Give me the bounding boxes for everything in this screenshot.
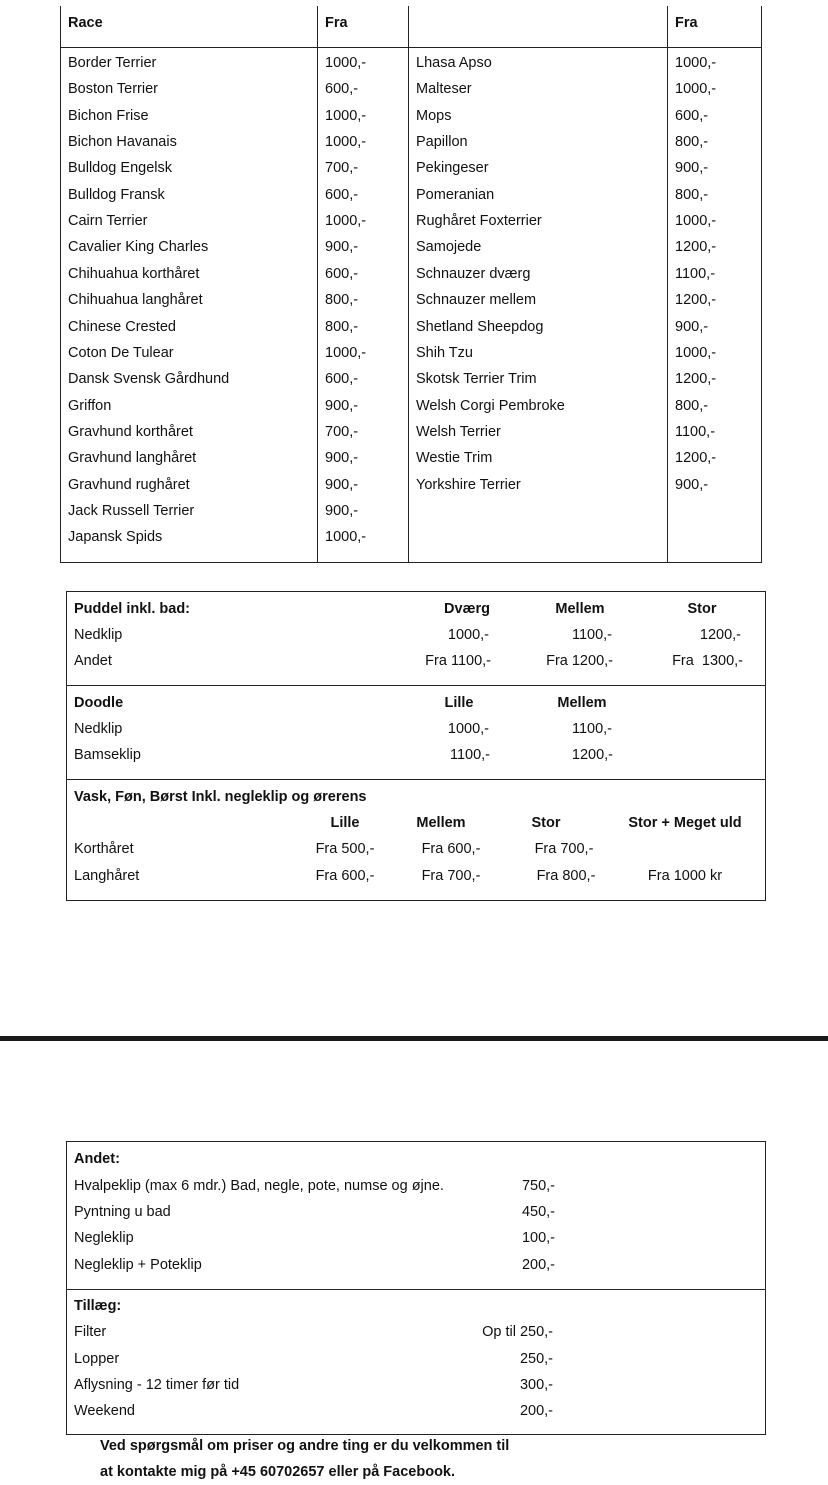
grooming-price-box bbox=[66, 591, 766, 901]
breed-price: 700,- bbox=[325, 160, 359, 177]
tillaeg-price: Op til 250,- bbox=[482, 1324, 553, 1340]
breed-name: Japansk Spids bbox=[68, 529, 163, 546]
andet-row-label: Negleklip bbox=[74, 1230, 134, 1246]
tillaeg-row-label: Weekend bbox=[74, 1403, 135, 1419]
breed-name: Pomeranian bbox=[416, 186, 495, 203]
tillaeg-row-label: Aflysning - 12 timer før tid bbox=[74, 1377, 240, 1393]
breed-name: Gravhund korthåret bbox=[68, 423, 193, 440]
doodle-col-lille: Lille bbox=[444, 695, 474, 711]
andet-row-label: Negleklip + Poteklip bbox=[74, 1257, 202, 1273]
breed-name: Malteser bbox=[416, 81, 472, 98]
breed-name: Westie Trim bbox=[416, 450, 493, 467]
footer-contact-line-1: Ved spørgsmål om priser og andre ting er du velkommen til bbox=[100, 1438, 510, 1454]
breed-price: 1000,- bbox=[325, 134, 367, 151]
breed-name: Lhasa Apso bbox=[416, 55, 492, 71]
breed-name: Bulldog Fransk bbox=[68, 186, 165, 203]
breed-price: 600,- bbox=[325, 265, 359, 282]
section-divider bbox=[67, 779, 765, 780]
breed-price: 1000,- bbox=[325, 107, 367, 124]
breed-name: Cairn Terrier bbox=[68, 213, 148, 230]
doodle-price: 1100,- bbox=[571, 721, 612, 737]
breed-name: Boston Terrier bbox=[68, 81, 158, 98]
vask-row-label: Langhåret bbox=[74, 868, 140, 884]
breed-price: 1000,- bbox=[325, 344, 367, 361]
header-fra-right: Fra bbox=[675, 15, 698, 31]
vask-row-label: Korthåret bbox=[74, 841, 134, 857]
puddel-price: Fra 1200,- bbox=[546, 653, 613, 669]
vask-price: Fra 700,- bbox=[534, 841, 594, 857]
breed-price: 1100,- bbox=[675, 423, 716, 440]
header-race: Race bbox=[68, 15, 103, 31]
breed-price: 1200,- bbox=[675, 239, 717, 256]
breed-price: 900,- bbox=[325, 450, 359, 467]
breed-price: 1200,- bbox=[675, 450, 717, 467]
breed-name: Bichon Havanais bbox=[68, 134, 177, 151]
breed-name: Shih Tzu bbox=[416, 344, 473, 361]
breed-price: 1000,- bbox=[675, 213, 717, 230]
breed-price: 600,- bbox=[675, 107, 709, 124]
vask-col-lille: Lille bbox=[330, 815, 360, 831]
breed-name: Skotsk Terrier Trim bbox=[416, 371, 537, 388]
doodle-row-label: Nedklip bbox=[74, 721, 123, 737]
tillaeg-price: 250,- bbox=[519, 1351, 553, 1367]
puddel-price: Fra 1300,- bbox=[672, 653, 743, 669]
andet-price: 100,- bbox=[521, 1230, 555, 1246]
doodle-col-mellem: Mellem bbox=[557, 695, 607, 711]
breed-price: 1000,- bbox=[325, 55, 367, 71]
extras-price-box bbox=[66, 1141, 766, 1435]
breed-price: 1000,- bbox=[325, 213, 367, 230]
breed-name: Border Terrier bbox=[68, 55, 157, 71]
breed-price: 900,- bbox=[325, 502, 359, 519]
breed-name: Coton De Tulear bbox=[68, 344, 174, 361]
breed-price: 1000,- bbox=[675, 344, 717, 361]
tillaeg-price: 200,- bbox=[519, 1403, 553, 1419]
andet-price: 450,- bbox=[521, 1204, 555, 1220]
vask-col-stor: Stor bbox=[531, 815, 561, 831]
puddel-price: Fra 1100,- bbox=[425, 653, 491, 669]
breed-price: 700,- bbox=[325, 423, 359, 440]
breed-name: Schnauzer dværg bbox=[416, 265, 531, 282]
vask-price: Fra 500,- bbox=[315, 841, 375, 857]
vask-price: Fra 600,- bbox=[315, 868, 375, 884]
header-fra-left: Fra bbox=[325, 15, 348, 31]
vask-col-mellem: Mellem bbox=[416, 815, 466, 831]
doodle-title: Doodle bbox=[74, 695, 124, 711]
breed-name: Pekingeser bbox=[416, 160, 489, 177]
breed-name: Chihuahua langhåret bbox=[68, 292, 203, 309]
breed-price: 1200,- bbox=[675, 371, 717, 388]
breed-name: Bulldog Engelsk bbox=[68, 160, 172, 177]
header-divider bbox=[61, 47, 761, 48]
vask-price: Fra 1000 kr bbox=[647, 868, 723, 884]
breed-name: Shetland Sheepdog bbox=[416, 318, 544, 335]
breed-name: Dansk Svensk Gårdhund bbox=[68, 371, 230, 388]
footer-contact-line-2: at kontakte mig på +45 60702657 eller på Facebook. bbox=[100, 1464, 456, 1480]
vask-price: Fra 800,- bbox=[536, 868, 596, 884]
doodle-price: 1000,- bbox=[447, 721, 489, 737]
breed-price: 900,- bbox=[325, 397, 359, 414]
andet-price: 200,- bbox=[521, 1257, 555, 1273]
tillaeg-title: Tillæg: bbox=[74, 1298, 122, 1314]
breed-price: 600,- bbox=[325, 371, 359, 388]
breed-price: 900,- bbox=[325, 239, 359, 256]
doodle-price: 1100,- bbox=[449, 747, 490, 763]
breed-name: Yorkshire Terrier bbox=[416, 476, 521, 493]
breed-name: Papillon bbox=[416, 134, 468, 151]
breed-price: 1200,- bbox=[675, 292, 717, 309]
breed-price: 800,- bbox=[325, 292, 359, 309]
puddel-row-label: Nedklip bbox=[74, 627, 123, 643]
andet-price: 750,- bbox=[521, 1178, 555, 1194]
puddel-title: Puddel inkl. bad: bbox=[74, 601, 191, 617]
vask-price: Fra 700,- bbox=[421, 868, 481, 884]
doodle-row-label: Bamseklip bbox=[74, 747, 141, 763]
section-divider bbox=[67, 1289, 765, 1290]
breed-name: Rughåret Foxterrier bbox=[416, 213, 542, 230]
breed-name: Gravhund rughåret bbox=[68, 476, 190, 493]
vask-price: Fra 600,- bbox=[421, 841, 481, 857]
tillaeg-row-label: Filter bbox=[74, 1324, 107, 1340]
breed-name: Cavalier King Charles bbox=[68, 239, 209, 256]
column-divider bbox=[667, 6, 668, 562]
breed-price-table bbox=[60, 6, 762, 563]
breed-price: 800,- bbox=[675, 397, 709, 414]
puddel-col-dvaerg: Dværg bbox=[444, 601, 490, 617]
breed-price: 900,- bbox=[675, 160, 709, 177]
breed-price: 800,- bbox=[325, 318, 359, 335]
tillaeg-price: 300,- bbox=[519, 1377, 553, 1393]
section-divider bbox=[67, 685, 765, 686]
puddel-price: 1000,- bbox=[447, 627, 489, 643]
breed-price: 1000,- bbox=[675, 81, 717, 98]
breed-price: 600,- bbox=[325, 186, 359, 203]
breed-name: Bichon Frise bbox=[68, 107, 149, 124]
breed-name: Chinese Crested bbox=[68, 318, 176, 335]
page-divider bbox=[0, 1036, 828, 1041]
puddel-col-mellem: Mellem bbox=[555, 601, 605, 617]
breed-price: 1000,- bbox=[675, 55, 717, 71]
vask-title: Vask, Føn, Børst Inkl. negleklip og ørerens bbox=[74, 789, 367, 805]
puddel-price: 1200,- bbox=[699, 627, 741, 643]
breed-price: 600,- bbox=[325, 81, 359, 98]
breed-name: Chihuahua korthåret bbox=[68, 265, 200, 282]
breed-price: 800,- bbox=[675, 134, 709, 151]
andet-title: Andet: bbox=[74, 1151, 120, 1167]
breed-price: 900,- bbox=[675, 476, 709, 493]
puddel-price: 1100,- bbox=[571, 627, 612, 643]
doodle-price: 1200,- bbox=[571, 747, 613, 763]
breed-name: Welsh Terrier bbox=[416, 423, 501, 440]
breed-price: 1100,- bbox=[675, 265, 716, 282]
andet-row-label: Pyntning u bad bbox=[74, 1204, 171, 1220]
breed-name: Samojede bbox=[416, 239, 482, 256]
column-divider bbox=[408, 6, 409, 562]
breed-price: 900,- bbox=[325, 476, 359, 493]
breed-name: Gravhund langhåret bbox=[68, 450, 197, 467]
andet-row-label: Hvalpeklip (max 6 mdr.) Bad, negle, pote, numse og øjne. bbox=[74, 1178, 444, 1194]
tillaeg-row-label: Lopper bbox=[74, 1351, 120, 1367]
puddel-row-label: Andet bbox=[74, 653, 112, 669]
breed-name: Griffon bbox=[68, 397, 112, 414]
breed-price: 900,- bbox=[675, 318, 709, 335]
breed-name: Welsh Corgi Pembroke bbox=[416, 397, 565, 414]
puddel-col-stor: Stor bbox=[687, 601, 717, 617]
breed-name: Schnauzer mellem bbox=[416, 292, 537, 309]
breed-price: 1000,- bbox=[325, 529, 367, 546]
breed-price: 800,- bbox=[675, 186, 709, 203]
breed-name: Mops bbox=[416, 107, 452, 124]
column-divider bbox=[317, 6, 318, 562]
vask-col-stor-meget-uld: Stor + Meget uld bbox=[628, 815, 742, 831]
breed-name: Jack Russell Terrier bbox=[68, 502, 195, 519]
